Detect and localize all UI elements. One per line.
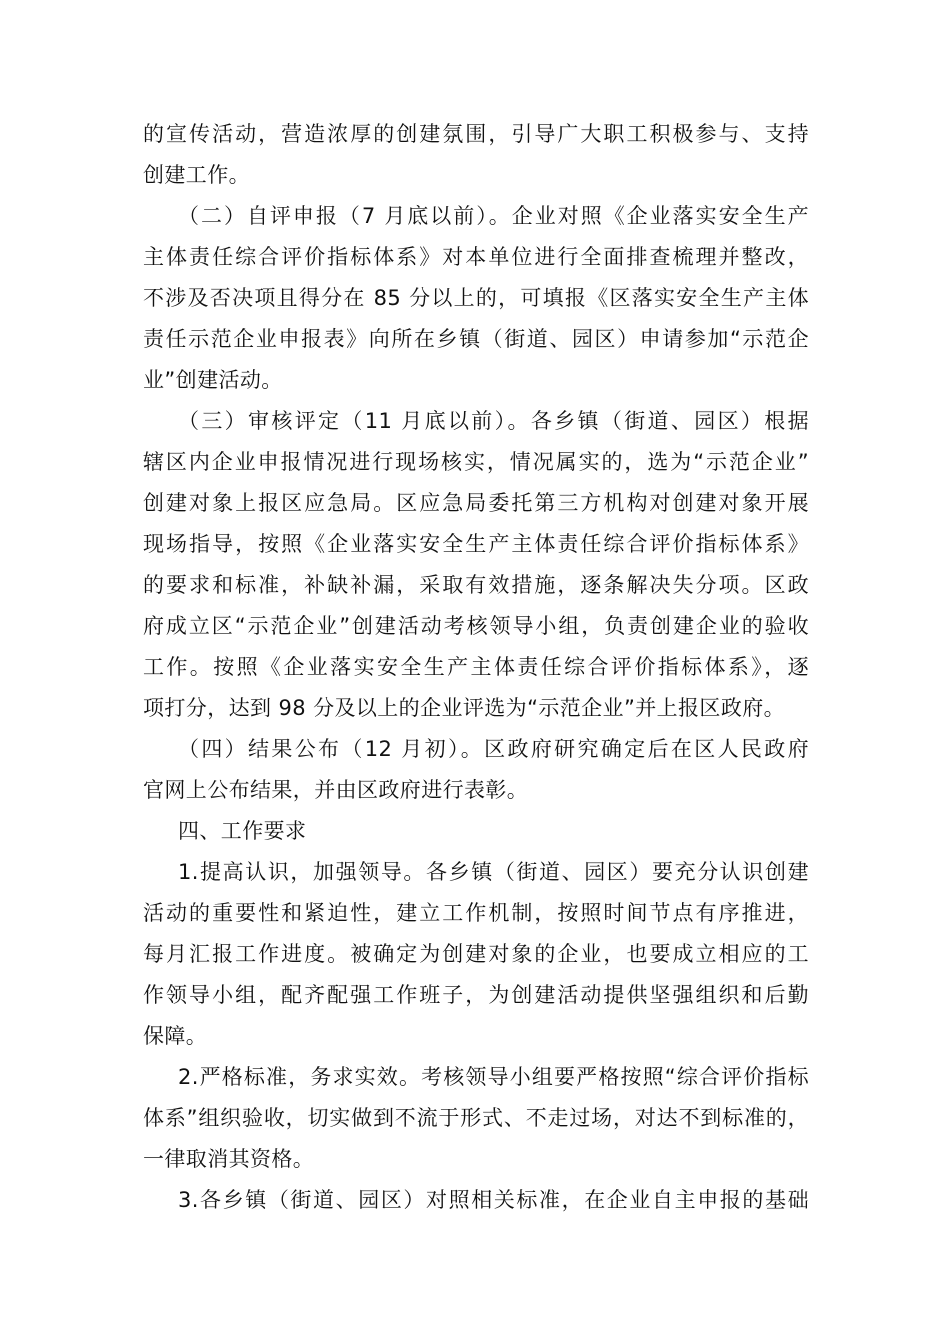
text-line: 1.提高认识，加强领导。各乡镇（街道、园区）要充分认识创建 [178, 860, 809, 884]
text-line: 四、工作要求 [178, 819, 307, 843]
text-line: 每月汇报工作进度。被确定为创建对象的企业，也要成立相应的工 [143, 942, 809, 966]
text-line: 活动的重要性和紧迫性，建立工作机制，按照时间节点有序推进， [143, 901, 809, 925]
text-line: 创建对象上报区应急局。区应急局委托第三方机构对创建对象开展 [143, 491, 809, 515]
paragraph-requirement-2 [143, 1057, 809, 1180]
paragraph-result [143, 729, 809, 811]
text-line: 官网上公布结果，并由区政府进行表彰。 [143, 778, 529, 802]
text-line: 主体责任综合评价指标体系》对本单位进行全面排查梳理并整改， [143, 245, 809, 269]
text-line: 不涉及否决项且得分在 85 分以上的，可填报《区落实安全生产主体 [143, 286, 809, 310]
text-line: 3.各乡镇（街道、园区）对照相关标准，在企业自主申报的基础 [178, 1188, 809, 1212]
text-line: 的宣传活动，营造浓厚的创建氛围，引导广大职工积极参与、支持 [143, 122, 809, 146]
text-line: 业”创建活动。 [143, 368, 283, 392]
text-line: 辖区内企业申报情况进行现场核实，情况属实的，选为“示范企业” [143, 450, 809, 474]
paragraph-requirement-1 [143, 852, 809, 1057]
text-line: 2.严格标准，务求实效。考核领导小组要严格按照“综合评价指标 [178, 1065, 809, 1089]
text-line: （四）结果公布（12 月初）。区政府研究确定后在区人民政府 [178, 737, 809, 761]
document-body [143, 114, 809, 1221]
text-line: 府成立区“示范企业”创建活动考核领导小组，负责创建企业的验收 [143, 614, 809, 638]
text-line: 体系”组织验收，切实做到不流于形式、不走过场，对达不到标准的， [143, 1106, 809, 1130]
text-line: 作领导小组，配齐配强工作班子，为创建活动提供坚强组织和后勤 [143, 983, 809, 1007]
text-line: 保障。 [143, 1024, 208, 1048]
paragraph-requirement-3 [143, 1180, 809, 1221]
text-line: （三）审核评定（11 月底以前）。各乡镇（街道、园区）根据 [178, 409, 809, 433]
text-line: 项打分，达到 98 分及以上的企业评选为“示范企业”并上报区政府。 [143, 696, 786, 720]
text-line: 创建工作。 [143, 163, 250, 187]
text-line: 工作。按照《企业落实安全生产主体责任综合评价指标体系》，逐 [143, 655, 809, 679]
paragraph-review [143, 401, 809, 729]
text-line: 现场指导，按照《企业落实安全生产主体责任综合评价指标体系》 [143, 532, 809, 556]
text-line: （二）自评申报（7 月底以前）。企业对照《企业落实安全生产 [178, 204, 809, 228]
paragraph-section-4-heading [143, 811, 809, 852]
paragraph-self-evaluation [143, 196, 809, 401]
text-line: 的要求和标准，补缺补漏，采取有效措施，逐条解决失分项。区政 [143, 573, 809, 597]
paragraph-publicity-continued [143, 114, 809, 196]
text-line: 责任示范企业申报表》向所在乡镇（街道、园区）申请参加“示范企 [143, 327, 809, 351]
text-line: 一律取消其资格。 [143, 1147, 315, 1171]
